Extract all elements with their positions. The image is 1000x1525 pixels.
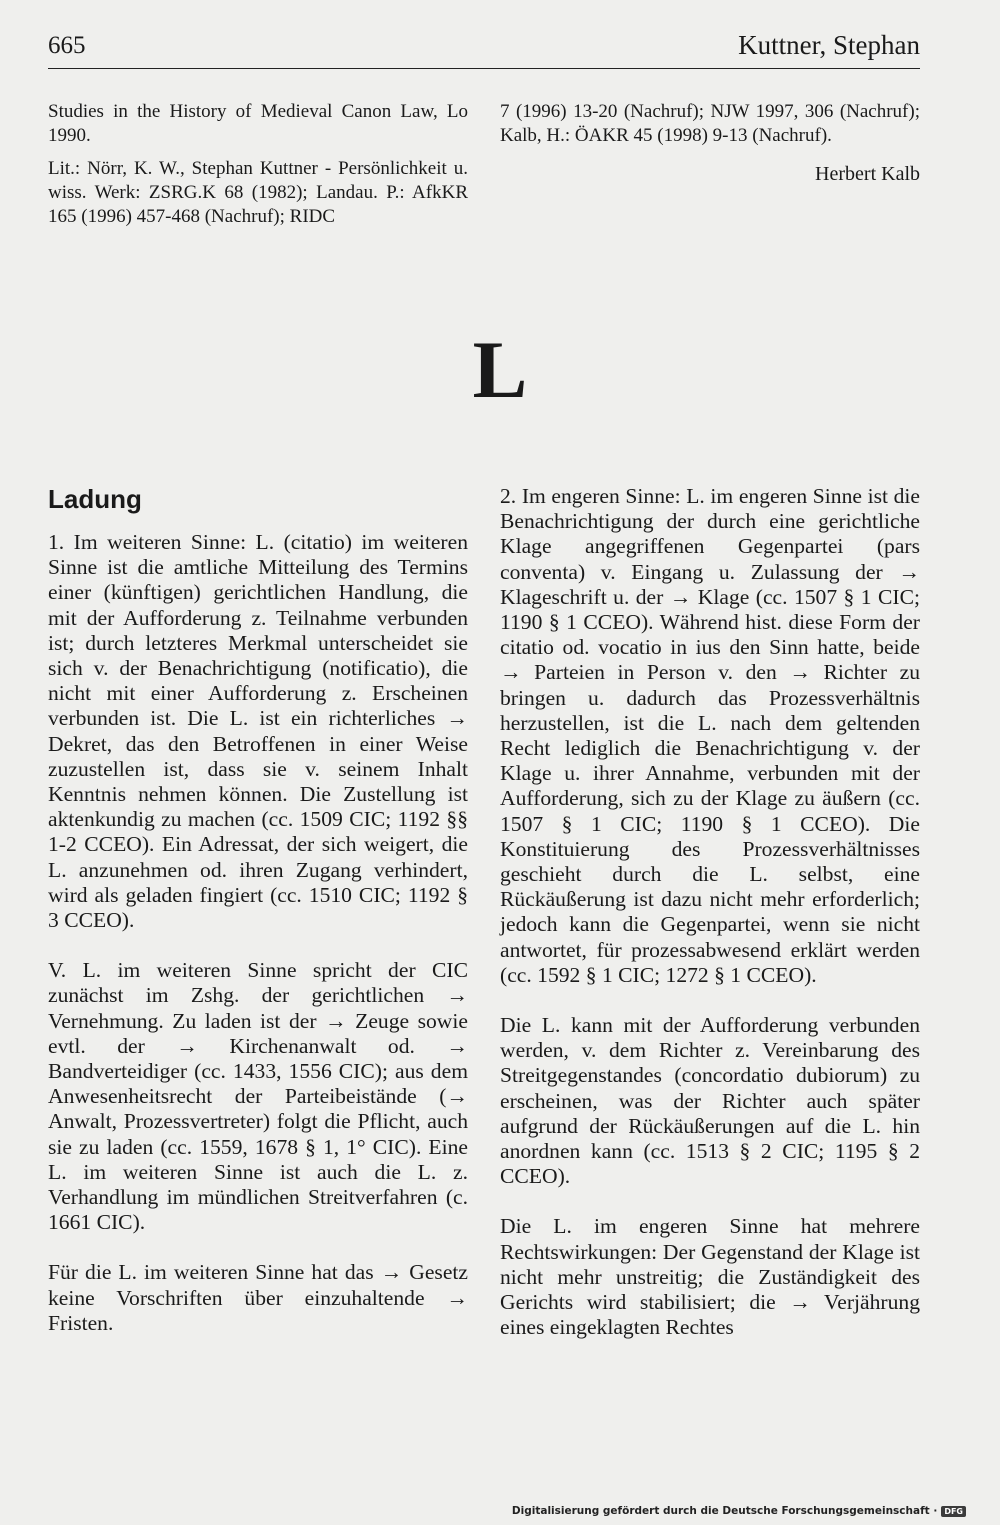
top-left-paragraph: Studies in the History of Medieval Canon Law, Lo 1990.	[48, 101, 468, 146]
top-left-paragraph: Lit.: Nörr, K. W., Stephan Kuttner - Persönlichkeit u. wiss. Werk: ZSRG.K 68 (1982); Landau. P.: AfkKR 165 (1996) 457-468 (Nachruf); RIDC	[48, 158, 468, 227]
author-signature: Herbert Kalb	[815, 163, 920, 185]
running-head: Kuttner, Stephan	[738, 30, 920, 60]
dfg-logo-icon: DFG	[941, 1506, 966, 1517]
body-paragraph: 1. Im weiteren Sinne: L. (citatio) im weiteren Sinne ist die amtliche Mitteilung des Termins einer (künftigen) gerichtlichen Handlung, die mit der Aufforderung z. Teilnahme verbunden ist; durch letzteres Merkmal unterscheidet sie sich v. der Benachrichtigung (notificatio), die nicht mit einer Aufforderung z. Erscheinen verbunden ist. Die L. ist ein richterliches → Dekret, das den Betroffenen in einer Weise zuzustellen ist, dass sie v. seinem Inhalt Kenntnis nehmen können. Die Zustellung ist aktenkundig zu machen (cc. 1509 CIC; 1192 §§ 1-2 CCEO). Ein Adressat, der sich weigert, die L. anzunehmen od. ihren Zugang verhindert, wird als geladen fingiert (cc. 1510 CIC; 1192 § 3 CCEO).	[48, 530, 468, 933]
digitization-footer	[512, 1505, 966, 1517]
top-right-paragraph: 7 (1996) 13-20 (Nachruf); NJW 1997, 306 (Nachruf); Kalb, H.: ÖAKR 45 (1998) 9-13 (Nachruf).	[500, 101, 920, 146]
body-paragraph: V. L. im weiteren Sinne spricht der CIC zunächst im Zshg. der gerichtlichen → Vernehmung. Zu laden ist der → Zeuge sowie evtl. der → Kirchenanwalt od. → Bandverteidiger (cc. 1433, 1556 CIC); aus dem Anwesenheitsrecht der Parteibeistände (→ Anwalt, Prozessvertreter) folgt die Pflicht, auch sie zu laden (cc. 1559, 1678 § 1, 1° CIC). Eine L. im weiteren Sinne ist auch die L. z. Verhandlung im mündlichen Streitverfahren (c. 1661 CIC).	[48, 958, 468, 1235]
top-left-column	[48, 100, 468, 238]
footer-text: Digitalisierung gefördert durch die Deutsche Forschungsgemeinschaft ·	[511, 1505, 938, 1517]
body-paragraph: 2. Im engeren Sinne: L. im engeren Sinne ist die Benachrichtigung der durch eine gerichtliche Klage angegriffenen Gegenpartei (pars conventa) v. Eingang u. Zulassung der → Klageschrift u. der → Klage (cc. 1507 § 1 CIC; 1190 § 1 CCEO). Während hist. diese Form der citatio od. vocatio in ius den Sinn hatte, beide → Parteien in Person v. den → Richter zu bringen u. dadurch das Prozessverhältnis herzustellen, ist die L. nach dem geltenden Recht lediglich die Benachrichtigung v. der Klage u. ihrer Annahme, verbunden mit der Aufforderung, sich zu der Klage zu äußern (cc. 1507 § 1 CIC; 1190 § 1 CCEO). Die Konstituierung des Prozessverhältnisses geschieht durch die L. selbst, eine Rückäußerung ist dazu nicht mehr erforderlich; jedoch kann die Gegenpartei, wenn sie nicht antwortet, für prozessabwesend erklärt werden (cc. 1592 § 1 CIC; 1272 § 1 CCEO).	[500, 484, 920, 987]
right-column	[500, 484, 920, 1366]
body-paragraph: Die L. kann mit der Aufforderung verbunden werden, v. dem Richter z. Vereinbarung des Streitgegenstandes (concordatio dubiorum) zu erscheinen, was der Richter auch später aufgrund der Rückäußerungen auf die L. hin anordnen kann (cc. 1513 § 2 CIC; 1195 § 2 CCEO).	[500, 1013, 920, 1189]
page-number: 665	[48, 32, 86, 59]
section-letter: L	[472, 324, 528, 415]
body-paragraph: Für die L. im weiteren Sinne hat das → Gesetz keine Vorschriften über einzuhaltende → Fristen.	[48, 1260, 468, 1335]
entry-title: Ladung	[48, 484, 142, 514]
body-paragraph: Die L. im engeren Sinne hat mehrere Rechtswirkungen: Der Gegenstand der Klage ist nicht mehr unstreitig; die Zuständigkeit des Gerichts wird stabilisiert; die → Verjährung eines eingeklagten Rechtes	[500, 1214, 920, 1340]
page-header	[48, 30, 920, 69]
left-column	[48, 484, 468, 1361]
top-right-column	[500, 100, 920, 186]
